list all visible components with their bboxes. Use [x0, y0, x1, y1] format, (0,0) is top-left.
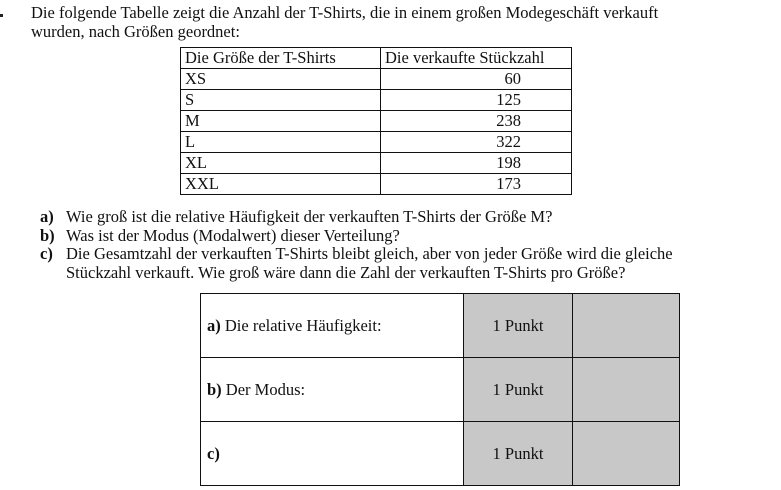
count-cell: 125 [381, 90, 572, 111]
question-text: Wie groß ist die relative Häufigkeit der verkauften T-Shirts der Größe M? [66, 207, 553, 226]
size-table [180, 47, 572, 195]
size-cell: S [181, 90, 381, 111]
intro-text: Die folgende Tabelle zeigt die Anzahl der T-Shirts, die in einem großen Modegeschäft verkauft wurden, nach Größen geordnet: [31, 3, 659, 41]
count-cell: 198 [381, 153, 572, 174]
task-label: a) [207, 315, 221, 335]
question-label: a) [40, 207, 54, 226]
bullet-mark [0, 14, 3, 17]
question-c [40, 245, 681, 282]
task-text: Die relative Häufigkeit: [224, 315, 382, 335]
task-cell [201, 358, 464, 422]
count-header: Die verkaufte Stückzahl [381, 48, 572, 69]
size-cell: L [181, 132, 381, 153]
task-label: b) [207, 379, 222, 399]
count-cell: 60 [381, 69, 572, 90]
question-text: Was ist der Modus (Modalwert) dieser Verteilung? [66, 225, 400, 245]
score-row-c [201, 422, 680, 486]
table-row [181, 69, 572, 90]
size-cell: XL [181, 153, 381, 174]
size-cell: XS [181, 69, 381, 90]
score-row-a [201, 294, 680, 358]
grading-cell [573, 294, 680, 358]
task-label: c) [207, 443, 220, 463]
grading-cell [573, 358, 680, 422]
points-cell: 1 Punkt [464, 422, 573, 486]
points-cell: 1 Punkt [464, 294, 573, 358]
question-text: Die Gesamtzahl der verkauften T-Shirts bleibt gleich, aber von jeder Größe wird die gleiche Stückzahl verkauft. Wie groß wäre dann die Zahl der verkauften T-Shirts pro Größe? [66, 244, 673, 282]
table-row [181, 132, 572, 153]
size-table-header [181, 48, 572, 69]
question-a [40, 208, 680, 227]
size-cell: XXL [181, 174, 381, 195]
question-label: b) [40, 225, 55, 245]
count-cell: 322 [381, 132, 572, 153]
score-row-b [201, 358, 680, 422]
table-row [181, 174, 572, 195]
count-cell: 173 [381, 174, 572, 195]
table-row [181, 90, 572, 111]
question-b [40, 227, 680, 246]
table-row [181, 153, 572, 174]
size-header: Die Größe der T-Shirts [181, 48, 381, 69]
size-cell: M [181, 111, 381, 132]
score-table [200, 293, 680, 486]
count-cell: 238 [381, 111, 572, 132]
question-label: c) [40, 244, 53, 263]
grading-cell [573, 422, 680, 486]
points-cell: 1 Punkt [464, 358, 573, 422]
task-cell [201, 294, 464, 358]
table-row [181, 111, 572, 132]
question-list [40, 208, 680, 282]
task-text: Der Modus: [225, 379, 306, 399]
task-cell [201, 422, 464, 486]
